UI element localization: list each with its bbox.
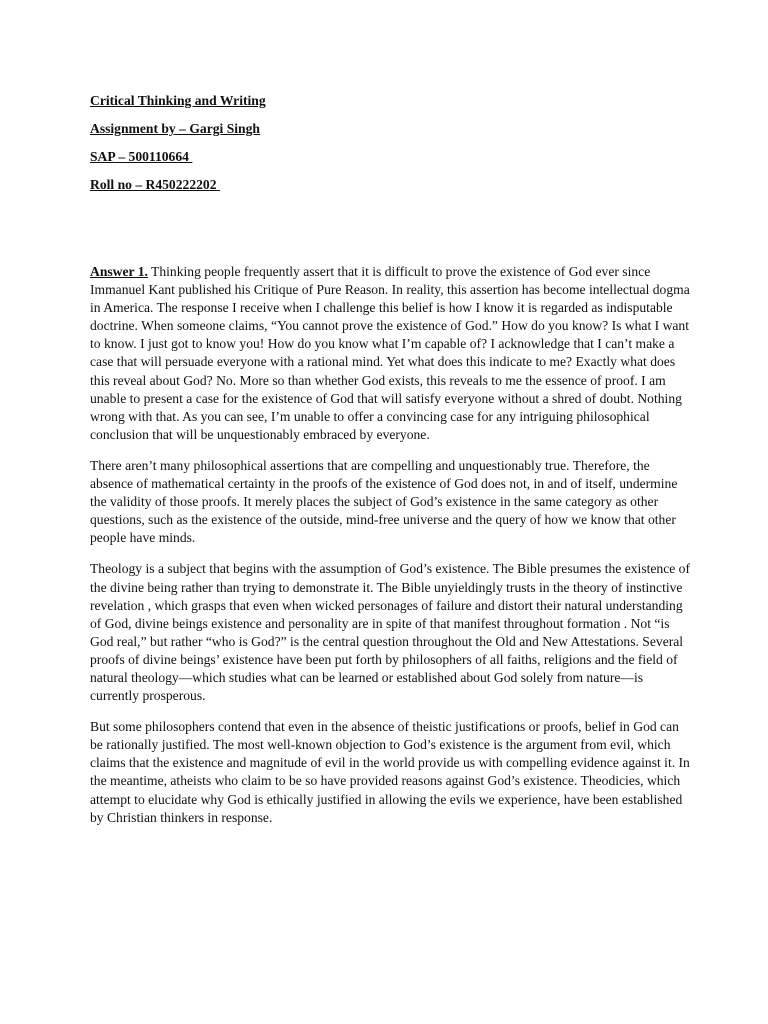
roll-number: Roll no – R450222202 [90, 177, 220, 192]
answer-paragraph-4: But some philosophers contend that even in the absence of theistic justifications or proofs, belief in God can be rationally justified. The most well-known objection to God’s existence is the argument from evil, which claims that the existence and magnitude of evil in the world provide us with compelling evidence against it. In the meantime, atheists who claim to be so have provided reasons against God’s existence. Theodicies, which attempt to elucidate why God is ethically justified in allowing the evils we experience, have been established by Christian thinkers in response. [90, 719, 690, 825]
answer-body [90, 263, 690, 840]
assignment-author: Assignment by – Gargi Singh [90, 121, 260, 136]
course-title: Critical Thinking and Writing [90, 93, 266, 108]
answer-paragraph-2: There aren’t many philosophical assertions that are compelling and unquestionably true. Therefore, the absence of mathematical certainty in the proofs of the existence of God does not, in and of itself, undermine the validity of those proofs. It merely places the subject of God’s existence in the same category as other questions, such as the existence of the outside, mind-free universe and the query of how we know that other people have minds. [90, 457, 678, 546]
answer-paragraph-3: Theology is a subject that begins with the assumption of God’s existence. The Bible presumes the existence of the divine being rather than trying to demonstrate it. The Bible unyieldingly trusts in the theory of instinctive revelation , which grasps that even when wicked personages of failure and distort their natural understanding of God, divine beings existence and personality are in spite of that manifest throughout formation . Not “is God real,” but rather “who is God?” is the central question throughout the Old and New Attestations. Several proofs of divine beings’ existence have been put forth by philosophers of all faiths, religions and the field of natural theology—which studies what can be learned or established about God solely from nature—is currently prosperous. [90, 561, 691, 704]
answer-label: Answer 1. [90, 264, 148, 279]
sap-number: SAP – 500110664 [90, 149, 193, 164]
paragraph-text: Thinking people frequently assert that it is difficult to prove the existence of God ever since Immanuel Kant published his Critique of Pure Reason. In reality, this assertion has become intellectual dogma in America. The response I receive when I challenge this belief is how I know it is regarded as indisputable doctrine. When someone claims, “You cannot prove the existence of God.” How do you know? Is what I want to know. I just got to know you! How do you know what I’m capable of? I acknowledge that I can’t make a case that will persuade everyone with a rational mind. Yet what does this indicate to me? Exactly what does this reveal about God? No. More so than whether God exists, this reveals to me the essence of proof. I am unable to present a case for the existence of God that will satisfy everyone without a shred of doubt. Nothing wrong with that. As you can see, I’m unable to offer a convincing case for any intriguing philosophical conclusion that will be unquestionably embraced by everyone. [90, 264, 690, 442]
answer-paragraph-1 [90, 263, 690, 444]
document-header [90, 92, 690, 204]
